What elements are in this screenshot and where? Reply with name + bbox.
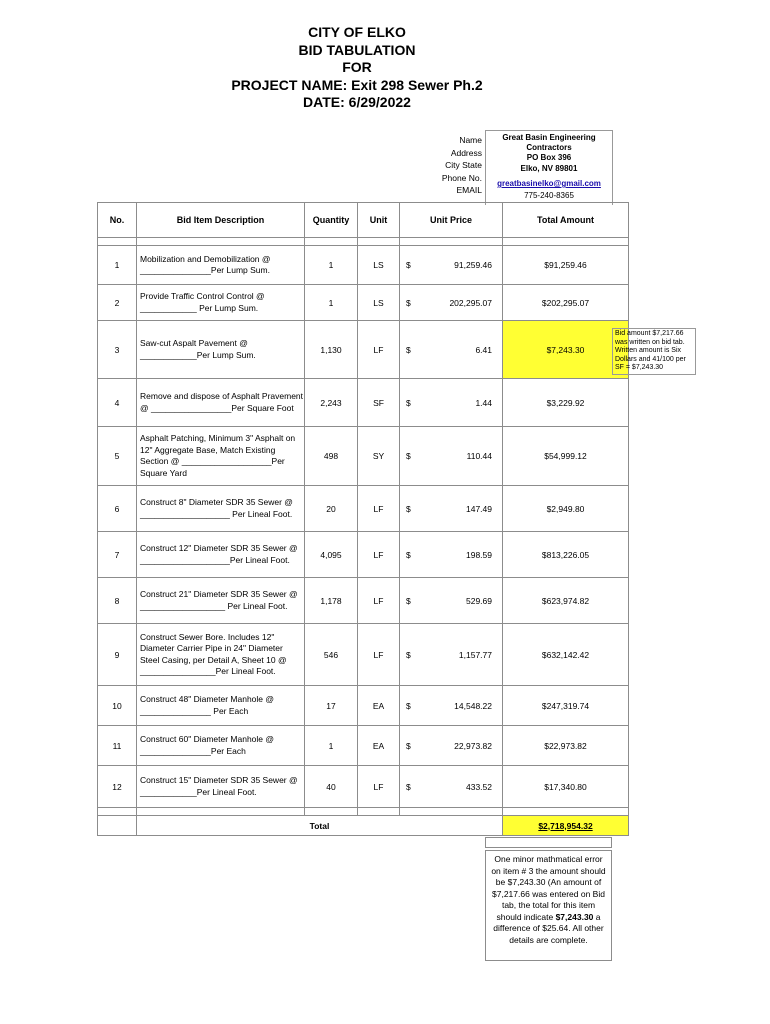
table-row bbox=[98, 726, 629, 766]
table-row bbox=[98, 379, 629, 427]
total-row bbox=[98, 816, 629, 836]
side-note: Bid amount $7,217.66 was written on bid tab. Written amount is Six Dollars and 41/100 per SF = $7,243.30 bbox=[612, 328, 696, 375]
table-row bbox=[98, 578, 629, 624]
item-quantity: 1,130 bbox=[305, 321, 358, 379]
item-no: 2 bbox=[98, 285, 137, 321]
price-value: 202,295.07 bbox=[449, 297, 492, 308]
table-row bbox=[98, 246, 629, 285]
item-no: 6 bbox=[98, 486, 137, 532]
item-unit: EA bbox=[358, 726, 400, 766]
col-header-description: Bid Item Description bbox=[137, 203, 305, 238]
item-total: $632,142.42 bbox=[503, 624, 629, 686]
item-unit-price bbox=[400, 686, 503, 726]
label-name: Name bbox=[459, 135, 482, 145]
price-value: 22,973.82 bbox=[454, 740, 492, 751]
price-value: 14,548.22 bbox=[454, 700, 492, 711]
currency-symbol: $ bbox=[406, 649, 411, 660]
item-unit: LF bbox=[358, 766, 400, 808]
price-value: 1,157.77 bbox=[458, 649, 492, 660]
item-unit-price bbox=[400, 379, 503, 427]
vendor-name-line2: Contractors bbox=[526, 143, 572, 152]
item-no: 1 bbox=[98, 246, 137, 285]
vendor-phone: 775-240-8365 bbox=[524, 191, 574, 200]
title-line-city: CITY OF ELKO bbox=[308, 24, 406, 40]
item-unit: LS bbox=[358, 246, 400, 285]
item-unit: LF bbox=[358, 321, 400, 379]
item-unit-price bbox=[400, 578, 503, 624]
table-row bbox=[98, 766, 629, 808]
item-no: 5 bbox=[98, 427, 137, 486]
item-unit-price bbox=[400, 624, 503, 686]
currency-symbol: $ bbox=[406, 595, 411, 606]
item-unit: LF bbox=[358, 486, 400, 532]
label-city-state: City State bbox=[445, 160, 482, 170]
item-total: $17,340.80 bbox=[503, 766, 629, 808]
currency-symbol: $ bbox=[406, 260, 411, 270]
item-total: $22,973.82 bbox=[503, 726, 629, 766]
table-row bbox=[98, 285, 629, 321]
title-line-bid: BID TABULATION bbox=[298, 41, 416, 58]
title-line-project: PROJECT NAME: Exit 298 Sewer Ph.2 bbox=[231, 76, 483, 93]
vendor-name bbox=[486, 131, 612, 153]
item-quantity: 1 bbox=[305, 246, 358, 285]
item-total: $54,999.12 bbox=[503, 427, 629, 486]
item-total: $623,974.82 bbox=[503, 578, 629, 624]
item-quantity: 17 bbox=[305, 686, 358, 726]
currency-symbol: $ bbox=[406, 297, 411, 308]
item-description: Construct 60" Diameter Manhole @ _______________Per Each bbox=[137, 726, 305, 766]
col-header-no: No. bbox=[98, 203, 137, 238]
vendor-labels bbox=[380, 134, 482, 197]
item-description: Asphalt Patching, Minimum 3" Asphalt on 12" Aggregate Base, Match Existing Section @ ___________________Per Square Yard bbox=[137, 427, 305, 486]
item-quantity: 1,178 bbox=[305, 578, 358, 624]
item-quantity: 498 bbox=[305, 427, 358, 486]
item-total: $7,243.30 bbox=[503, 321, 629, 379]
currency-symbol: $ bbox=[406, 740, 411, 751]
currency-symbol: $ bbox=[406, 503, 411, 514]
item-unit: LS bbox=[358, 285, 400, 321]
col-header-quantity: Quantity bbox=[305, 203, 358, 238]
error-note-text-1: One minor mathmatical error on item # 3 the amount should be $7,243.30 (An amount of $7,217.66 was entered on Bid tab, the total for this item should indicate bbox=[491, 854, 606, 922]
currency-symbol: $ bbox=[406, 549, 411, 560]
item-description: Construct 8" Diameter SDR 35 Sewer @ ___________________ Per Lineal Foot. bbox=[137, 486, 305, 532]
item-unit: EA bbox=[358, 686, 400, 726]
item-unit-price bbox=[400, 532, 503, 578]
item-description: Construct 21" Diameter SDR 35 Sewer @ __________________ Per Lineal Foot. bbox=[137, 578, 305, 624]
table-row bbox=[98, 486, 629, 532]
item-no: 10 bbox=[98, 686, 137, 726]
label-phone: Phone No. bbox=[441, 172, 482, 183]
item-total: $2,949.80 bbox=[503, 486, 629, 532]
item-quantity: 4,095 bbox=[305, 532, 358, 578]
price-value: 198.59 bbox=[466, 549, 492, 560]
item-no: 8 bbox=[98, 578, 137, 624]
price-value: 433.52 bbox=[466, 781, 492, 792]
error-note-bold: $7,243.30 bbox=[555, 911, 594, 922]
item-quantity: 2,243 bbox=[305, 379, 358, 427]
col-header-unit-price: Unit Price bbox=[400, 203, 503, 238]
item-description: Saw-cut Aspalt Pavement @ ____________Per Lump Sum. bbox=[137, 321, 305, 379]
item-quantity: 546 bbox=[305, 624, 358, 686]
currency-symbol: $ bbox=[406, 451, 411, 461]
item-total: $3,229.92 bbox=[503, 379, 629, 427]
item-description: Mobilization and Demobilization @ _______________Per Lump Sum. bbox=[137, 246, 305, 285]
label-email: EMAIL bbox=[456, 185, 482, 195]
item-unit-price bbox=[400, 285, 503, 321]
table-row bbox=[98, 427, 629, 486]
title-line-date: DATE: 6/29/2022 bbox=[303, 94, 411, 110]
item-unit: SF bbox=[358, 379, 400, 427]
label-address: Address bbox=[450, 147, 482, 158]
currency-symbol: $ bbox=[406, 700, 411, 711]
vendor-name-line1: Great Basin Engineering bbox=[502, 133, 596, 142]
item-description: Provide Traffic Control Control @ ____________ Per Lump Sum. bbox=[137, 285, 305, 321]
vendor-city-state: Elko, NV 89801 bbox=[520, 163, 578, 173]
item-unit: LF bbox=[358, 624, 400, 686]
error-note bbox=[485, 850, 612, 961]
col-header-total: Total Amount bbox=[503, 203, 629, 238]
item-unit-price bbox=[400, 726, 503, 766]
item-description: Construct 12" Diameter SDR 35 Sewer @ ___________________Per Lineal Foot. bbox=[137, 532, 305, 578]
item-total: $91,259.46 bbox=[503, 246, 629, 285]
item-total: $247,319.74 bbox=[503, 686, 629, 726]
spacer-row bbox=[98, 808, 629, 816]
price-value: 147.49 bbox=[466, 503, 492, 514]
total-label: Total bbox=[137, 816, 503, 836]
table-row bbox=[98, 321, 629, 379]
col-header-unit: Unit bbox=[358, 203, 400, 238]
table-row bbox=[98, 686, 629, 726]
item-description: Construct 15" Diameter SDR 35 Sewer @ ____________Per Lineal Foot. bbox=[137, 766, 305, 808]
price-value: 110.44 bbox=[466, 451, 492, 461]
table-row bbox=[98, 624, 629, 686]
item-quantity: 40 bbox=[305, 766, 358, 808]
currency-symbol: $ bbox=[406, 344, 411, 355]
item-no: 9 bbox=[98, 624, 137, 686]
error-note-text-2: a difference of $25.64. All other details are complete. bbox=[493, 911, 604, 945]
bid-table bbox=[97, 202, 629, 836]
currency-symbol: $ bbox=[406, 397, 411, 408]
item-unit-price bbox=[400, 427, 503, 486]
table-header-row bbox=[98, 203, 629, 238]
item-unit: LF bbox=[358, 532, 400, 578]
item-unit-price bbox=[400, 486, 503, 532]
item-quantity: 1 bbox=[305, 285, 358, 321]
item-unit-price bbox=[400, 246, 503, 285]
item-unit: SY bbox=[358, 427, 400, 486]
price-value: 6.41 bbox=[475, 344, 492, 355]
price-value: 529.69 bbox=[466, 595, 492, 606]
item-unit: LF bbox=[358, 578, 400, 624]
grand-total: $2,718,954.32 bbox=[503, 816, 629, 836]
item-description: Construct 48" Diameter Manhole @ _______________ Per Each bbox=[137, 686, 305, 726]
item-no: 12 bbox=[98, 766, 137, 808]
item-unit-price bbox=[400, 766, 503, 808]
item-no: 11 bbox=[98, 726, 137, 766]
title-line-for: FOR bbox=[342, 59, 372, 75]
item-quantity: 1 bbox=[305, 726, 358, 766]
vendor-email-link[interactable]: greatbasinelko@gmail.com bbox=[497, 179, 601, 188]
currency-symbol: $ bbox=[406, 781, 411, 792]
table-row bbox=[98, 532, 629, 578]
price-value: 1.44 bbox=[475, 397, 492, 408]
vendor-address: PO Box 396 bbox=[526, 153, 572, 162]
item-description: Construct Sewer Bore. Includes 12" Diameter Carrier Pipe in 24" Diameter Steel Casing, per Detail A, Sheet 10 @ ________________Per Lineal Foot. bbox=[137, 624, 305, 686]
item-no: 7 bbox=[98, 532, 137, 578]
item-unit-price bbox=[400, 321, 503, 379]
item-no: 4 bbox=[98, 379, 137, 427]
item-total: $202,295.07 bbox=[503, 285, 629, 321]
item-total: $813,226.05 bbox=[503, 532, 629, 578]
item-no: 3 bbox=[98, 321, 137, 379]
item-quantity: 20 bbox=[305, 486, 358, 532]
item-description: Remove and dispose of Asphalt Pravement @ _________________Per Square Foot bbox=[137, 379, 305, 427]
spacer-row bbox=[98, 238, 629, 246]
document-title bbox=[0, 24, 714, 112]
vendor-info bbox=[485, 130, 613, 205]
price-value: 91,259.46 bbox=[454, 260, 492, 270]
note-header-cell bbox=[485, 837, 612, 848]
